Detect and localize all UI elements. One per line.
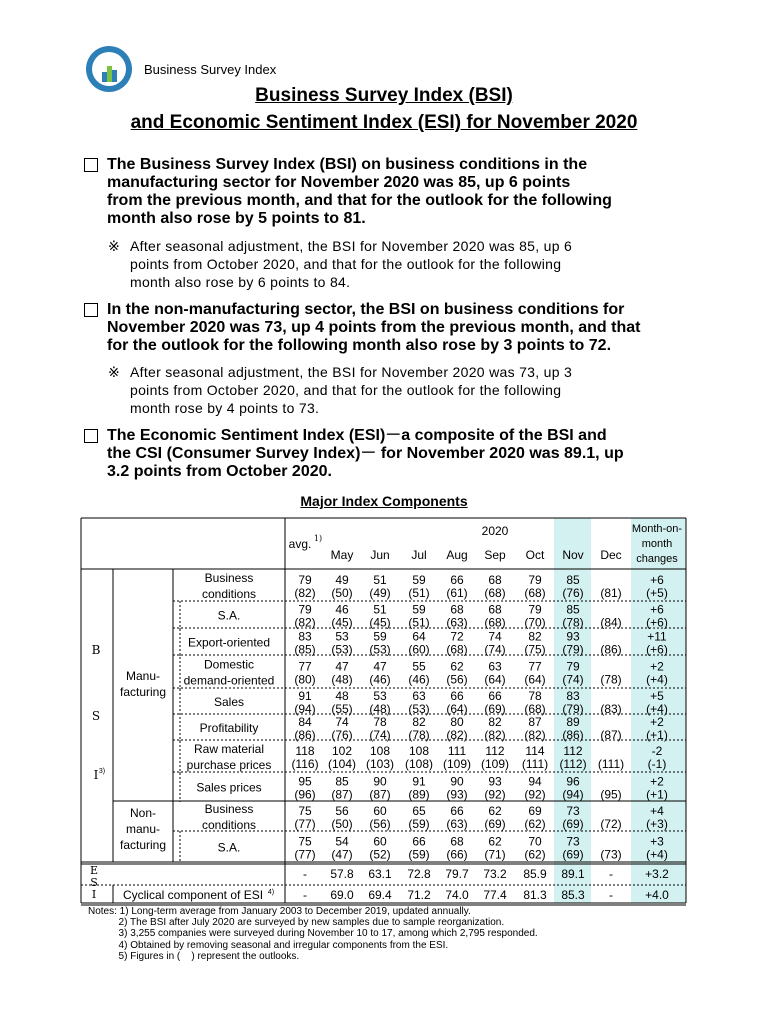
- table-note: 4) Obtained by removing seasonal and irregular components from the ESI.: [88, 939, 449, 951]
- cell-change-outlook: (+1): [646, 787, 668, 802]
- cell-outlook: (64): [446, 702, 468, 716]
- cell-change: -2: [651, 744, 663, 758]
- cell-value: 63: [488, 659, 502, 674]
- page-title-line1: Business Survey Index (BSI): [255, 85, 513, 106]
- cell-value: 94: [528, 774, 542, 789]
- cell-change: +11: [647, 629, 667, 644]
- cell-outlook: (45): [331, 615, 353, 630]
- cell-outlook: (112): [559, 757, 587, 771]
- cell-value: 90: [373, 774, 387, 789]
- cell-value: 79: [528, 602, 542, 617]
- cell-value: 80: [450, 715, 464, 729]
- cell-outlook: (79): [562, 702, 584, 716]
- cell-outlook: (82): [484, 728, 506, 742]
- row-label: purchase prices: [186, 758, 272, 772]
- cell-outlook: (75): [524, 642, 546, 657]
- cell-outlook: (76): [331, 728, 353, 742]
- avg-label: avg.: [288, 537, 312, 551]
- esi-cell-value: 69.4: [368, 888, 392, 902]
- cell-change: +3: [650, 834, 664, 849]
- cell-value: 65: [412, 804, 426, 818]
- cell-value: 60: [373, 834, 387, 849]
- cell-outlook: (60): [408, 642, 430, 657]
- cell-value: 68: [488, 573, 502, 587]
- cell-outlook: (56): [446, 672, 468, 687]
- manufacturing-label: Manu-: [125, 669, 161, 683]
- cell-value: 60: [373, 804, 387, 818]
- row-label: Export-oriented: [187, 635, 271, 650]
- note-line: month also rose by 6 points to 84.: [130, 274, 351, 290]
- row-label: S.A.: [217, 608, 241, 623]
- cell-outlook: (103): [365, 757, 395, 771]
- paragraph-line: manufacturing sector for November 2020 was 85, up 6 points: [107, 174, 571, 191]
- cell-value: 83: [566, 689, 580, 703]
- paragraph-line: from the previous month, and that for the outlook for the following: [107, 192, 612, 209]
- cell-value: 68: [450, 602, 464, 617]
- cell-outlook: (77): [294, 817, 316, 831]
- cell-value: 108: [369, 744, 391, 758]
- cell-outlook: (83): [600, 702, 622, 716]
- cell-change-outlook: (+3): [646, 817, 668, 831]
- cell-value: 79: [298, 602, 312, 617]
- cell-value: 68: [488, 602, 502, 617]
- cell-value: 66: [450, 804, 464, 818]
- cell-value: 79: [528, 573, 542, 587]
- cell-outlook: (74): [369, 728, 391, 742]
- cell-outlook: (94): [562, 787, 584, 802]
- cell-outlook: (116): [291, 757, 319, 771]
- row-label: Business: [204, 802, 254, 816]
- cell-outlook: (76): [562, 586, 584, 600]
- cell-outlook: (70): [524, 615, 546, 630]
- change-header: changes: [636, 553, 678, 565]
- cell-outlook: (89): [408, 787, 430, 802]
- cell-change-outlook: (+6): [646, 642, 668, 657]
- cell-value: 54: [335, 834, 349, 849]
- cell-value: 69: [528, 804, 542, 818]
- cell-value: 74: [335, 715, 349, 729]
- cell-value: 79: [298, 573, 312, 587]
- esi-cell-value: -: [303, 867, 307, 881]
- cell-value: 93: [566, 629, 580, 644]
- cell-outlook: (46): [369, 672, 391, 687]
- change-header: Month-on-: [631, 523, 683, 535]
- cell-value: 62: [488, 834, 502, 849]
- cell-outlook: (84): [600, 615, 622, 630]
- cell-outlook: (50): [331, 586, 353, 600]
- non-manufacturing-label: manu-: [125, 822, 161, 836]
- cell-value: 70: [528, 834, 542, 849]
- cell-change: +4: [650, 804, 664, 818]
- cell-outlook: (62): [524, 847, 546, 862]
- month-header: Jul: [411, 548, 427, 562]
- non-manufacturing-label: facturing: [119, 838, 167, 852]
- cell-value: 112: [485, 744, 505, 758]
- cell-outlook: (46): [408, 672, 430, 687]
- cell-outlook: (59): [408, 817, 430, 831]
- cell-value: 87: [528, 715, 542, 729]
- cell-value: 53: [335, 629, 349, 644]
- bsi-vertical-letter: I: [93, 768, 99, 782]
- cell-outlook: (50): [331, 817, 353, 831]
- cell-value: 66: [412, 834, 426, 849]
- cell-outlook: (56): [369, 817, 391, 831]
- bsi-vertical-letter: S: [91, 709, 101, 723]
- cell-outlook: (108): [404, 757, 434, 771]
- cell-value: 77: [298, 659, 312, 674]
- row-label: conditions: [201, 818, 257, 832]
- cell-outlook: (55): [331, 702, 353, 716]
- cell-outlook: (94): [294, 702, 316, 716]
- cell-change: +2: [650, 774, 664, 789]
- esi-cell-value: 85.9: [523, 867, 547, 881]
- esi-vertical-letter: I: [91, 888, 97, 901]
- cell-value: 47: [335, 659, 349, 674]
- cell-outlook: (69): [484, 817, 506, 831]
- esi-cell-value: 63.1: [368, 867, 392, 881]
- cell-value: 77: [528, 659, 542, 674]
- cell-outlook: (45): [369, 615, 391, 630]
- cell-value: 55: [412, 659, 426, 674]
- cell-outlook: (64): [524, 672, 546, 687]
- cell-value: 75: [298, 834, 312, 849]
- bsi-superscript: 3): [98, 768, 106, 775]
- cell-value: 91: [298, 689, 312, 703]
- cell-outlook: (82): [294, 586, 316, 600]
- cell-change: +6: [650, 602, 664, 617]
- cell-outlook: (71): [484, 847, 506, 862]
- non-manufacturing-label: Non-: [129, 806, 157, 820]
- cell-value: 102: [331, 744, 353, 758]
- cell-value: 85: [566, 573, 580, 587]
- paragraph-line: 3.2 points from October 2020.: [107, 463, 332, 480]
- month-header: Nov: [562, 548, 584, 562]
- cell-outlook: (82): [294, 615, 316, 630]
- esi-cell-value: 89.1: [561, 867, 585, 881]
- cell-outlook: (48): [331, 672, 353, 687]
- cell-value: 51: [373, 602, 387, 617]
- cell-change-outlook: (+4): [646, 702, 668, 716]
- cell-outlook: (69): [562, 817, 584, 831]
- cell-value: 118: [295, 744, 315, 758]
- cell-outlook: (77): [294, 847, 316, 862]
- cell-outlook: (68): [484, 586, 506, 600]
- cell-value: 85: [566, 602, 580, 617]
- cell-outlook: (104): [327, 757, 357, 771]
- paragraph-line: for the outlook for the following month also rose by 3 points to 72.: [107, 337, 612, 354]
- cell-value: 59: [412, 602, 426, 617]
- month-header: Sep: [484, 548, 506, 562]
- cell-outlook: (93): [446, 787, 468, 802]
- month-header: May: [330, 548, 354, 562]
- cell-outlook: (62): [524, 817, 546, 831]
- reference-mark-icon: ※: [108, 364, 121, 380]
- cell-value: 63: [412, 689, 426, 703]
- cell-outlook: (68): [524, 702, 546, 716]
- cell-outlook: (68): [524, 586, 546, 600]
- cell-outlook: (109): [480, 757, 510, 771]
- paragraph-line: The Economic Sentiment Index (ESI)－a composite of the BSI and: [107, 427, 607, 444]
- cell-change-outlook: (+6): [646, 615, 668, 630]
- table-notes: [88, 906, 538, 962]
- esi-cell-value: 57.8: [330, 867, 354, 881]
- cell-outlook: (64): [484, 672, 506, 687]
- cell-outlook: (81): [600, 586, 622, 600]
- note-line: After seasonal adjustment, the BSI for November 2020 was 73, up 3: [130, 364, 573, 380]
- cell-outlook: (59): [408, 847, 430, 862]
- row-label: S.A.: [217, 840, 241, 855]
- cell-value: 46: [335, 602, 349, 617]
- note-line: points from October 2020, and that for the outlook for the following: [130, 382, 562, 398]
- cell-value: 62: [488, 804, 502, 818]
- esi-cell-value: 81.3: [523, 888, 547, 902]
- cell-outlook: (87): [600, 728, 622, 742]
- cell-outlook: (68): [446, 642, 468, 657]
- esi-cell-value: 74.0: [445, 888, 469, 902]
- paragraph-line: In the non-manufacturing sector, the BSI on business conditions for: [107, 301, 625, 318]
- cell-outlook: (87): [331, 787, 353, 802]
- cell-value: 85: [335, 774, 349, 789]
- note-line: After seasonal adjustment, the BSI for November 2020 was 85, up 6: [130, 238, 573, 254]
- month-header: Dec: [600, 548, 622, 562]
- cell-value: 53: [373, 689, 387, 703]
- cell-value: 90: [450, 774, 464, 789]
- cell-value: 112: [563, 744, 583, 758]
- cell-change-outlook: (+1): [646, 728, 668, 742]
- row-label: Sales: [213, 695, 245, 709]
- row-label: conditions: [201, 587, 257, 601]
- esi-row-superscript: 4): [267, 889, 275, 896]
- cell-outlook: (86): [294, 728, 316, 742]
- cell-outlook: (49): [369, 586, 391, 600]
- cell-value: 59: [373, 629, 387, 644]
- cell-value: 64: [412, 629, 426, 644]
- cell-outlook: (66): [446, 847, 468, 862]
- reference-mark-icon: ※: [108, 238, 121, 254]
- esi-cell-value: 73.2: [483, 867, 507, 881]
- cell-value: 82: [528, 629, 542, 644]
- cell-value: 111: [447, 744, 467, 758]
- esi-cell-value: 69.0: [330, 888, 354, 902]
- cell-outlook: (78): [562, 615, 584, 630]
- esi-vertical-letter: E: [89, 864, 99, 877]
- bsi-vertical-letter: B: [91, 643, 101, 657]
- cell-outlook: (109): [442, 757, 472, 771]
- cell-outlook: (92): [524, 787, 546, 802]
- month-header: Oct: [525, 548, 545, 562]
- cell-value: 91: [412, 774, 426, 789]
- cell-outlook: (51): [408, 586, 430, 600]
- cell-outlook: (69): [562, 847, 584, 862]
- row-label: Profitability: [199, 721, 259, 735]
- esi-cell-change: +4.0: [645, 888, 669, 902]
- cell-value: 84: [298, 715, 312, 729]
- cell-outlook: (78): [408, 728, 430, 742]
- esi-cell-change: +3.2: [645, 867, 669, 881]
- cell-outlook: (82): [446, 728, 468, 742]
- manufacturing-label: facturing: [119, 685, 167, 699]
- cell-value: 62: [450, 659, 464, 674]
- cell-value: 79: [566, 659, 580, 674]
- cell-value: 78: [528, 689, 542, 703]
- cell-outlook: (111): [521, 757, 549, 771]
- esi-row-label: Cyclical component of ESI: [122, 888, 264, 902]
- cell-outlook: (51): [408, 615, 430, 630]
- paragraph-line: month also rose by 5 points to 81.: [107, 210, 366, 227]
- header-label: Business Survey Index: [144, 61, 277, 77]
- cell-change-outlook: (+4): [646, 672, 668, 687]
- cell-outlook: (53): [408, 702, 430, 716]
- cell-value: 96: [566, 774, 580, 789]
- cell-value: 82: [412, 715, 426, 729]
- esi-cell-value: 77.4: [483, 888, 507, 902]
- cell-value: 95: [298, 774, 312, 789]
- cell-change-outlook: (-1): [647, 757, 667, 771]
- cell-outlook: (87): [369, 787, 391, 802]
- table-note: 5) Figures in ( ) represent the outlooks.: [88, 950, 300, 962]
- cell-value: 51: [373, 573, 387, 587]
- month-header: Jun: [370, 548, 390, 562]
- table-note: 3) 3,255 companies were surveyed during November 10 to 17, among which 2,795 responded.: [88, 928, 538, 940]
- cell-outlook: (63): [446, 817, 468, 831]
- cell-value: 72: [450, 629, 464, 644]
- cell-outlook: (47): [331, 847, 353, 862]
- cell-outlook: (53): [369, 642, 391, 657]
- cell-value: 114: [525, 744, 545, 758]
- cell-change: +2: [650, 715, 664, 729]
- cell-outlook: (52): [369, 847, 391, 862]
- cell-outlook: (111): [597, 757, 625, 771]
- cell-outlook: (86): [562, 728, 584, 742]
- esi-cell-value: 79.7: [445, 867, 469, 881]
- cell-outlook: (53): [331, 642, 353, 657]
- table-caption: Major Index Components: [300, 493, 468, 509]
- cell-value: 66: [450, 573, 464, 587]
- cell-outlook: (74): [562, 672, 584, 687]
- month-header: Aug: [446, 548, 468, 562]
- cell-outlook: (86): [600, 642, 622, 657]
- cell-outlook: (69): [484, 702, 506, 716]
- row-label: Sales prices: [196, 780, 262, 795]
- cell-outlook: (68): [484, 615, 506, 630]
- year-label: 2020: [481, 524, 509, 538]
- cell-value: 66: [450, 689, 464, 703]
- cell-value: 74: [488, 629, 502, 644]
- cell-change-outlook: (+5): [646, 586, 668, 600]
- cell-value: 73: [566, 804, 580, 818]
- cell-change: +2: [650, 659, 664, 674]
- esi-cell-value: 85.3: [561, 888, 585, 902]
- table-note: Notes: 1) Long-term average from January 2003 to December 2019, updated annually.: [88, 906, 471, 917]
- note-line: month rose by 4 points to 73.: [130, 400, 320, 416]
- row-label: Raw material: [193, 742, 265, 756]
- row-label: Business: [204, 571, 254, 585]
- cell-outlook: (61): [446, 586, 468, 600]
- esi-cell-value: -: [609, 888, 613, 902]
- cell-value: 73: [566, 834, 580, 849]
- cell-outlook: (95): [600, 787, 622, 802]
- cell-value: 59: [412, 573, 426, 587]
- note-line: points from October 2020, and that for the outlook for the following: [130, 256, 562, 272]
- esi-cell-value: 71.2: [407, 888, 431, 902]
- esi-cell-value: -: [303, 888, 307, 902]
- cell-value: 68: [450, 834, 464, 849]
- change-header: month: [641, 538, 673, 550]
- cell-value: 56: [335, 804, 349, 818]
- cell-outlook: (79): [562, 642, 584, 657]
- page-title-line2: and Economic Sentiment Index (ESI) for November 2020: [130, 112, 638, 133]
- cell-outlook: (48): [369, 702, 391, 716]
- cell-outlook: (80): [294, 672, 316, 687]
- table-note: 2) The BSI after July 2020 are surveyed by new samples due to sample reorganization.: [88, 917, 505, 929]
- cell-value: 82: [488, 715, 502, 729]
- cell-value: 78: [373, 715, 387, 729]
- cell-outlook: (63): [446, 615, 468, 630]
- paragraph-line: November 2020 was 73, up 4 points from the previous month, and that: [107, 319, 641, 336]
- cell-outlook: (74): [484, 642, 506, 657]
- cell-value: 66: [488, 689, 502, 703]
- cell-outlook: (82): [524, 728, 546, 742]
- cell-change: +5: [650, 689, 664, 703]
- cell-outlook: (73): [600, 847, 622, 862]
- cell-outlook: (96): [294, 787, 316, 802]
- row-label: Domestic: [203, 657, 255, 672]
- avg-superscript: 1): [313, 534, 323, 543]
- paragraph-line: the CSI (Consumer Survey Index)－ for November 2020 was 89.1, up: [107, 445, 624, 462]
- cell-change-outlook: (+4): [646, 847, 668, 862]
- cell-value: 83: [298, 629, 312, 644]
- cell-value: 108: [408, 744, 430, 758]
- cell-value: 89: [566, 715, 580, 729]
- cell-outlook: (92): [484, 787, 506, 802]
- cell-value: 48: [335, 689, 349, 703]
- esi-cell-value: 72.8: [407, 867, 431, 881]
- esi-vertical-letter: S: [90, 876, 98, 889]
- cell-outlook: (78): [600, 672, 622, 687]
- row-label: demand-oriented: [183, 673, 275, 688]
- cell-value: 47: [373, 659, 387, 674]
- cell-value: 93: [488, 774, 502, 789]
- cell-value: 49: [335, 573, 349, 587]
- paragraph-line: The Business Survey Index (BSI) on business conditions in the: [107, 156, 588, 173]
- cell-value: 75: [298, 804, 312, 818]
- esi-cell-value: -: [609, 867, 613, 881]
- cell-outlook: (72): [600, 817, 622, 831]
- cell-outlook: (85): [294, 642, 316, 657]
- cell-change: +6: [650, 573, 664, 587]
